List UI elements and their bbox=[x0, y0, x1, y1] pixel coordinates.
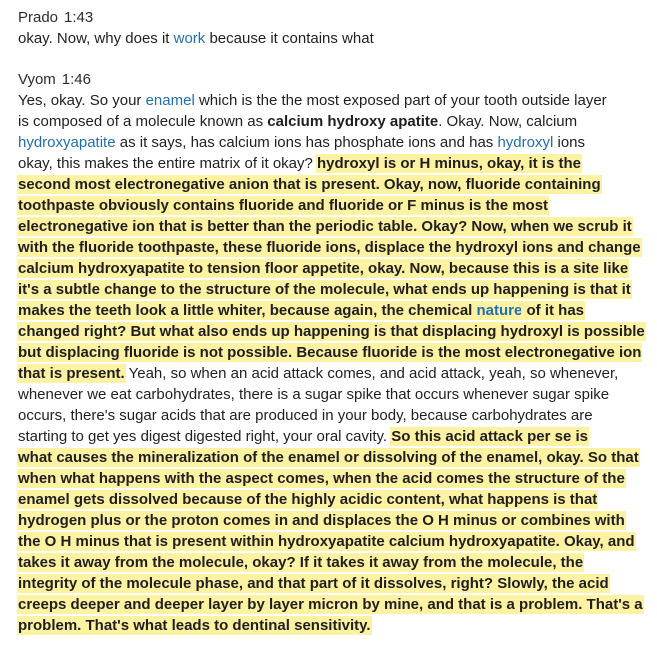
utterance-line bbox=[18, 615, 643, 636]
highlighted-text: problem. That's what leads to dentinal sensitivity. bbox=[18, 617, 371, 634]
speaker-name: Prado bbox=[18, 9, 59, 26]
highlighted-text: of it has bbox=[522, 302, 585, 319]
text-segment: starting to get yes digest digested right, your oral cavity. bbox=[18, 428, 392, 445]
timestamp-link[interactable]: 1:46 bbox=[61, 71, 91, 88]
text-segment: is composed of a molecule known as bbox=[18, 113, 268, 130]
utterance-line bbox=[18, 594, 643, 615]
keyword-link[interactable]: work bbox=[173, 30, 206, 47]
utterance-line bbox=[18, 573, 643, 594]
text-segment: because it contains what bbox=[205, 30, 374, 47]
highlighted-text: changed right? But what also ends up happening is that displacing hydroxyl is possible bbox=[18, 323, 645, 340]
bold-text: calcium hydroxy apatite bbox=[267, 113, 439, 130]
highlighted-text: it's a subtle change to the structure of the molecule, what ends up happening is that it bbox=[18, 281, 631, 298]
highlighted-text: with the fluoride toothpaste, these fluoride ions, displace the hydroxyl ions and change bbox=[18, 239, 641, 256]
utterance-line bbox=[18, 258, 643, 279]
utterance-line bbox=[18, 300, 643, 321]
utterance-line bbox=[18, 321, 643, 342]
speaker-name: Vyom bbox=[18, 71, 56, 88]
utterance-line bbox=[18, 531, 643, 552]
highlighted-text: creeps deeper and deeper layer by layer micron by mine, and that is a problem. That's a bbox=[18, 596, 643, 613]
utterance-line bbox=[18, 363, 643, 384]
timestamp-link[interactable]: 1:43 bbox=[64, 9, 94, 26]
utterance-line bbox=[18, 174, 643, 195]
highlighted-text: electronegative ion that is better than the periodic table. Okay? Now, when we scrub it bbox=[18, 218, 632, 235]
utterance-line bbox=[18, 111, 643, 132]
highlighted-text: the O H minus that is present within hydroxyapatite calcium hydroxyapatite. Okay, and bbox=[18, 533, 635, 550]
highlighted-text: when what happens with the aspect comes, when the acid comes the structure of the bbox=[18, 470, 625, 487]
utterance-line bbox=[18, 342, 643, 363]
text-segment: Yes, okay. So your bbox=[18, 92, 146, 109]
text-segment: ions bbox=[553, 134, 585, 151]
highlighted-text: makes the teeth look a little whiter, because again, the chemical bbox=[18, 302, 477, 319]
text-segment: . Okay. Now, calcium bbox=[438, 113, 578, 130]
highlighted-text: what causes the mineralization of the enamel or dissolving of the enamel, okay. So that bbox=[18, 449, 639, 466]
text-segment: Yeah, so when an acid attack comes, and acid attack, yeah, so whenever, bbox=[124, 365, 619, 382]
highlighted-text: hydrogen plus or the proton comes in and displaces the O H minus or combines with bbox=[18, 512, 625, 529]
utterance-line bbox=[18, 132, 643, 153]
highlighted-text: hydroxyl is or H minus, okay, it is the bbox=[317, 155, 581, 172]
keyword-link[interactable]: hydroxyapatite bbox=[18, 134, 116, 151]
keyword-link[interactable]: hydroxyl bbox=[497, 134, 554, 151]
utterance-line bbox=[18, 90, 643, 111]
text-segment: occurs, there's sugar acids that are produced in your body, because carbohydrates are bbox=[18, 407, 593, 424]
speaker-header bbox=[18, 69, 643, 90]
utterance-line bbox=[18, 195, 643, 216]
highlighted-text: second most electronegative anion that is present. Okay, now, fluoride containing bbox=[18, 176, 601, 193]
utterance-text bbox=[18, 90, 643, 636]
highlighted-text: calcium hydroxyapatite to tension floor appetite, okay. Now, because this is a site like bbox=[18, 260, 629, 277]
highlighted-text: integrity of the molecule phase, and that part of it dissolves, right? Slowly, the acid bbox=[18, 575, 609, 592]
text-segment: okay. Now, why does it bbox=[18, 30, 174, 47]
highlighted-text: So this acid attack per se is bbox=[391, 428, 589, 445]
speaker-header bbox=[18, 7, 643, 28]
utterance-line bbox=[18, 28, 643, 49]
text-segment: okay, this makes the entire matrix of it okay? bbox=[18, 155, 318, 172]
utterance-line bbox=[18, 447, 643, 468]
highlighted-keyword-link[interactable]: nature bbox=[476, 302, 523, 319]
utterance-text bbox=[18, 28, 643, 49]
utterance-line bbox=[18, 279, 643, 300]
text-segment: whenever we eat carbohydrates, there is a sugar spike that occurs whenever sugar spike bbox=[18, 386, 610, 403]
highlighted-text: enamel gets dissolved because of the highly acidic content, what happens is that bbox=[18, 491, 598, 508]
utterance-line bbox=[18, 153, 643, 174]
transcript-entry bbox=[18, 69, 643, 636]
utterance-line bbox=[18, 237, 643, 258]
highlighted-text: takes it away from the molecule, okay? If it takes it away from the molecule, the bbox=[18, 554, 584, 571]
transcript-entry bbox=[18, 7, 643, 49]
utterance-line bbox=[18, 384, 643, 405]
utterance-line bbox=[18, 468, 643, 489]
highlighted-text: but displacing fluoride is not possible. Because fluoride is the most electronegative ion bbox=[18, 344, 642, 361]
text-segment: which is the the most exposed part of your tooth outside layer bbox=[194, 92, 607, 109]
utterance-line bbox=[18, 510, 643, 531]
highlighted-text: that is present. bbox=[18, 365, 125, 382]
utterance-line bbox=[18, 489, 643, 510]
utterance-line bbox=[18, 552, 643, 573]
utterance-line bbox=[18, 216, 643, 237]
keyword-link[interactable]: enamel bbox=[145, 92, 195, 109]
utterance-line bbox=[18, 405, 643, 426]
text-segment: as it says, has calcium ions has phosphate ions and has bbox=[115, 134, 498, 151]
highlighted-text: toothpaste obviously contains fluoride and fluoride or F minus is the most bbox=[18, 197, 549, 214]
utterance-line bbox=[18, 426, 643, 447]
